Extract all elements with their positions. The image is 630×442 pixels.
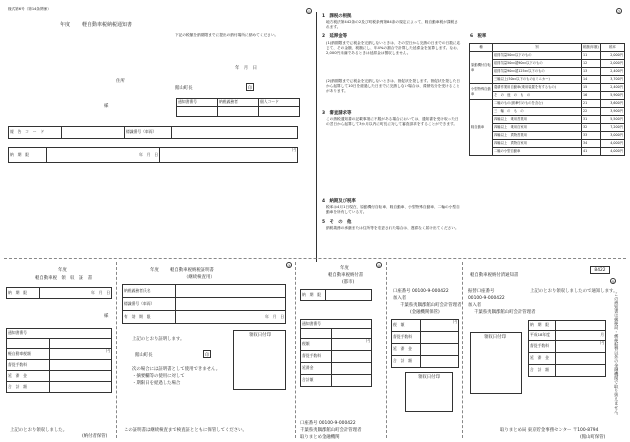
tax-row-code: 31 bbox=[582, 116, 601, 124]
r2-stamp-label: 領収日付印 bbox=[249, 333, 271, 338]
inst-p2: (1)納期限までに税金を完納しないときは、その翌日から完納の日までの日数に応じて、その金額、税額にし、年4%の割合で計算した延滞金を加算します。なお、2,000円未満であるときは延滞金は徴収しません。 bbox=[326, 41, 461, 55]
inst-h2: 2 延滞金等 bbox=[322, 34, 348, 39]
inst-p4: この納税通知書の記載事項に不服がある場合においては、通知書を受け取った日の翌日から起算して3か月以内に町長に対して審査請求をすることができます。 bbox=[326, 117, 459, 126]
r5-row-month: 月 bbox=[556, 331, 606, 341]
r5-stamp-box bbox=[470, 332, 522, 394]
r3-row-late: 延滞金 bbox=[301, 363, 332, 375]
tax-row-code: 22 bbox=[582, 108, 601, 116]
report-table bbox=[8, 126, 298, 139]
tax-cat-moped: 原動機付自転車 bbox=[470, 52, 493, 84]
r4-payee-label: 加入者 bbox=[393, 296, 407, 301]
r1-due-label: 納 期 限 bbox=[7, 288, 40, 299]
r2-mayor: 館山町長 bbox=[135, 353, 153, 358]
inst-h3: 3 審査請求等 bbox=[322, 111, 352, 116]
r2-note-1: 次の場合には証明書として使用できません。 bbox=[132, 367, 221, 372]
r4-account: 口座番号 00100-9-000422 bbox=[393, 289, 449, 294]
tax-row-code: 21 bbox=[582, 100, 601, 108]
r3-account: 口座番号 00100-9-000422 bbox=[300, 421, 356, 426]
r5-title: 軽自動車税納付済通知書 bbox=[470, 273, 519, 278]
tax-row-rate: 2,000円 bbox=[600, 52, 624, 60]
tax-row-code: 15 bbox=[582, 84, 601, 92]
tax-h-code: 税額(年額) bbox=[582, 44, 601, 52]
inst-p1: 地方税法第442条の2及び町税条例第84条の規定によって、軽自動車税が課税されます。 bbox=[326, 20, 458, 29]
r3-due-table bbox=[300, 289, 372, 301]
tax-row-rate: 3,700円 bbox=[600, 76, 624, 84]
r2-note-2: ・摘要欄等の使用に対して bbox=[132, 374, 185, 379]
tax-table-title: 6 税率 bbox=[470, 34, 487, 39]
tax-h-class: 別 bbox=[493, 44, 582, 52]
r2-year: 年度 bbox=[150, 268, 159, 273]
tax-row-rate: 2,400円 bbox=[600, 84, 624, 92]
tax-row-label: 農耕作業用自動車(乗用装置を有するもの) bbox=[493, 84, 582, 92]
tax-row-rate: 5,500円 bbox=[600, 116, 624, 124]
tax-row-rate: 4,000円 bbox=[600, 140, 624, 148]
col-taxpayer: 納税義務者 bbox=[218, 99, 259, 107]
r1-row-fee: 督促手数料 bbox=[7, 360, 50, 371]
tax-row-rate: 2,400円 bbox=[600, 68, 624, 76]
notice-year: 年度 bbox=[60, 22, 71, 28]
inst-p6: 納税義務の承継または住所等を変更された場合は、遅滞なく届け出てください。 bbox=[326, 226, 459, 230]
notice-header-table bbox=[176, 98, 300, 117]
tax-row-code: 32 bbox=[582, 124, 601, 132]
mayor-seal: 印 bbox=[247, 85, 253, 90]
r2-notice: 上記のとおり証明します。 bbox=[132, 337, 185, 342]
tax-row-label: 四輪以上 乗用自家用 bbox=[493, 124, 582, 132]
due-yen: 円 bbox=[160, 148, 298, 163]
tax-row-rate: 3,000円 bbox=[600, 132, 624, 140]
r1-row-total: 合 計 額 bbox=[7, 382, 50, 393]
section-5-marker: ⑤ bbox=[611, 280, 615, 284]
r2-validity-date: 年 月 日 bbox=[176, 311, 286, 324]
r1-due-date: 年 月 日 bbox=[40, 288, 112, 299]
r5-footer2: (館山町保管) bbox=[580, 435, 606, 440]
section-3-marker: ③ bbox=[287, 264, 291, 268]
r2-subtitle: （継続検査用） bbox=[184, 275, 215, 280]
tax-row-label: 四輪以上 貨物営業用 bbox=[493, 132, 582, 140]
tax-row-label: 二輪の小型自動車 bbox=[493, 148, 582, 156]
tax-row-rate: 3,900円 bbox=[600, 108, 624, 116]
r5-payee-label: 加入者 bbox=[468, 303, 482, 308]
r1-due-table bbox=[6, 287, 112, 299]
tax-row-code: 11 bbox=[582, 52, 601, 60]
tax-row-code: 12 bbox=[582, 60, 601, 68]
r1-title: 軽自動車税 領 収 証 書 bbox=[35, 276, 93, 281]
r4-amount-table bbox=[391, 319, 459, 368]
notice-text: 下記の税額を納期限までに提出の納付場所に納めてください。 bbox=[175, 33, 279, 37]
r1-footer2: (納付者保管) bbox=[82, 434, 108, 439]
tax-row-code: 13 bbox=[582, 68, 601, 76]
r5-account-label: 振替口座番号 bbox=[468, 289, 495, 294]
mayor-name: 館山町長 bbox=[175, 86, 193, 91]
r5-row-late: 延 滞 金 bbox=[529, 353, 556, 365]
r4-row-total: 合 計 額 bbox=[392, 356, 421, 368]
r5-yen: 円 bbox=[556, 341, 606, 353]
r1-amount-table bbox=[6, 328, 112, 393]
r4-row-late: 延 滞 金 bbox=[392, 344, 421, 356]
r2-stamp-box bbox=[233, 330, 286, 390]
r5-vertical-note: この通知書は郵便局・郵便振替以外の金融機関で取り扱えません。 bbox=[614, 292, 620, 418]
section-1-marker: ① bbox=[307, 10, 311, 14]
r2-row-name: 納税義務者氏名 bbox=[123, 285, 176, 298]
r4-stamp-label: 領収日付印 bbox=[418, 375, 440, 380]
r5-payee: 千葉県夷隅郡館山町会計管理者 bbox=[474, 310, 536, 315]
r3-title: 軽自動車税納付書 bbox=[328, 273, 364, 278]
r4-payee2: (金融機関保管) bbox=[410, 310, 440, 315]
r5-row-fee: 督促手数料 bbox=[529, 341, 556, 353]
tax-row-code: 14 bbox=[582, 76, 601, 84]
tax-rate-table bbox=[469, 43, 625, 156]
r1-name-suffix: 様 bbox=[104, 314, 109, 319]
r2-seal: 印 bbox=[204, 352, 210, 357]
r5-row-year: 平成18年度 bbox=[529, 331, 556, 341]
r3-due-label: 納 期 限 bbox=[301, 290, 326, 301]
tax-row-code: 41 bbox=[582, 148, 601, 156]
inst-p5: 税率は4月1日現在、原動機付自転車、軽自動車、小型特殊自動車、二輪の小型自動車を所有している方。 bbox=[326, 205, 460, 214]
r3-year: 年度 bbox=[340, 266, 349, 271]
r1-num-label: 通知書番号 bbox=[7, 329, 112, 339]
tax-row-label: 総排気量50cc超90cc以下のもの bbox=[493, 60, 582, 68]
inst-p3: (2)納期限までに税金を完納しないときは、督促状を発します。督促状を発した日から起算して10日を経過した日までに完納しない場合は、滞納処分を受けることがあります。 bbox=[326, 79, 460, 93]
tax-row-label: 四輪以上 乗用営業用 bbox=[493, 116, 582, 124]
due-table bbox=[8, 147, 298, 163]
tax-row-label: そ の 他 の も の bbox=[493, 92, 582, 100]
r3-payee: 千葉県夷隅郡館山町会計管理者 bbox=[300, 428, 362, 433]
tax-row-rate: 4,000円 bbox=[600, 148, 624, 156]
col-personal-code: 個人コード bbox=[259, 99, 300, 107]
form-number: 様式第6号（第14条関係） bbox=[8, 7, 51, 11]
r2-table bbox=[122, 284, 286, 324]
r3-row-tax: 税額 bbox=[301, 339, 332, 351]
report-code-label: 報 告 コ ー ド bbox=[9, 127, 62, 139]
address-label: 住所 bbox=[116, 79, 125, 84]
r1-tax-label: 軽自動車税額 bbox=[7, 349, 50, 360]
name-suffix: 様 bbox=[104, 104, 109, 109]
r1-yen: 円 bbox=[50, 349, 112, 360]
notice-date: 年 月 日 bbox=[235, 66, 257, 71]
r3-yen: 円 bbox=[332, 339, 372, 351]
tax-row-label: 四輪以上 貨物自家用 bbox=[493, 140, 582, 148]
r2-row-validity: 有 効 期 限 bbox=[123, 311, 176, 324]
due-date: 年 月 日 bbox=[47, 148, 160, 163]
tax-row-code: 16 bbox=[582, 92, 601, 100]
due-label: 納 期 限 bbox=[9, 148, 47, 163]
tax-row-rate: 5,900円 bbox=[600, 92, 624, 100]
tax-row-label: 二輪のもの(被牽引のものを含む) bbox=[493, 100, 582, 108]
r5-row-due: 納 期 限 bbox=[529, 321, 556, 331]
section-4-marker: ④ bbox=[377, 264, 381, 268]
tax-cat-special: 小型特殊自動車 bbox=[470, 84, 493, 100]
tax-row-rate: 2,000円 bbox=[600, 60, 624, 68]
tax-row-label: 総排気量50cc以下のもの bbox=[493, 52, 582, 60]
r3-row-fee: 督促手数料 bbox=[301, 351, 332, 363]
notice-title: 軽自動車税納税通知書 bbox=[82, 22, 133, 28]
r1-row-late: 延 滞 金 bbox=[7, 371, 50, 382]
inst-h1: 1 課税の根拠 bbox=[322, 14, 352, 19]
tax-row-code: 33 bbox=[582, 132, 601, 140]
r5-amount-table bbox=[528, 320, 606, 377]
r1-year: 年度 bbox=[58, 268, 67, 273]
r3-num-label: 通知書番号 bbox=[301, 320, 372, 329]
r4-row-tax: 税 額 bbox=[392, 320, 421, 332]
tax-h-kind: 種 bbox=[470, 44, 493, 52]
r4-yen: 円 bbox=[421, 320, 459, 332]
r1-footer: 上記のとおり領収しました。 bbox=[10, 428, 68, 433]
r5-stamp-label: 領収日付印 bbox=[484, 335, 506, 340]
r2-footer: この証明書は継続検査まで検査証とともに保管してください。 bbox=[124, 428, 247, 433]
r5-row-total: 合 計 額 bbox=[529, 365, 556, 377]
r5-note: 上記のとおり領収しましたので通知します。 bbox=[530, 289, 618, 294]
r2-row-plate: 標識番号（車両） bbox=[123, 298, 176, 311]
r3-footer: 取りまとめ金融機関 bbox=[300, 435, 353, 440]
r4-payee: 千葉県夷隅郡館山町会計管理者 bbox=[400, 303, 462, 308]
r5-account: 00100-9-000422 bbox=[468, 296, 505, 301]
tax-cat-light: 軽自動車 bbox=[470, 100, 493, 156]
tax-row-rate: 7,200円 bbox=[600, 124, 624, 132]
r3-row-total: 合計額 bbox=[301, 375, 332, 387]
r4-row-fee: 督促手数料 bbox=[392, 332, 421, 344]
r3-subtitle: (都市) bbox=[342, 280, 355, 285]
tax-h-rate: 税率 bbox=[600, 44, 624, 52]
col-notice-no: 通知書番号 bbox=[177, 99, 218, 107]
section-2-marker: ② bbox=[617, 10, 621, 14]
tax-row-code: 34 bbox=[582, 140, 601, 148]
r2-title: 軽自動車税納税証明書 bbox=[170, 268, 214, 273]
plate-label: 標識番号（車両） bbox=[125, 127, 172, 139]
inst-h5: 5 そ の 他 bbox=[322, 220, 352, 225]
tax-row-rate: 3,600円 bbox=[600, 100, 624, 108]
r5-footer: 取りまとめ局 東京貯金事務センター 〒100-8794 bbox=[500, 428, 599, 433]
r2-note-3: ・期限日を経過した場合 bbox=[132, 381, 181, 386]
tax-row-label: 三 輪 の も の bbox=[493, 108, 582, 116]
r3-amount-table bbox=[300, 319, 372, 387]
tax-row-label: 総排気量90cc超125cc以下のもの bbox=[493, 68, 582, 76]
tax-row-label: 三輪以上(50cc以下のもの)(ミニカー) bbox=[493, 76, 582, 84]
inst-h4: 4 納期及び税率 bbox=[322, 199, 356, 204]
r5-code-box: 8422 bbox=[590, 266, 610, 274]
